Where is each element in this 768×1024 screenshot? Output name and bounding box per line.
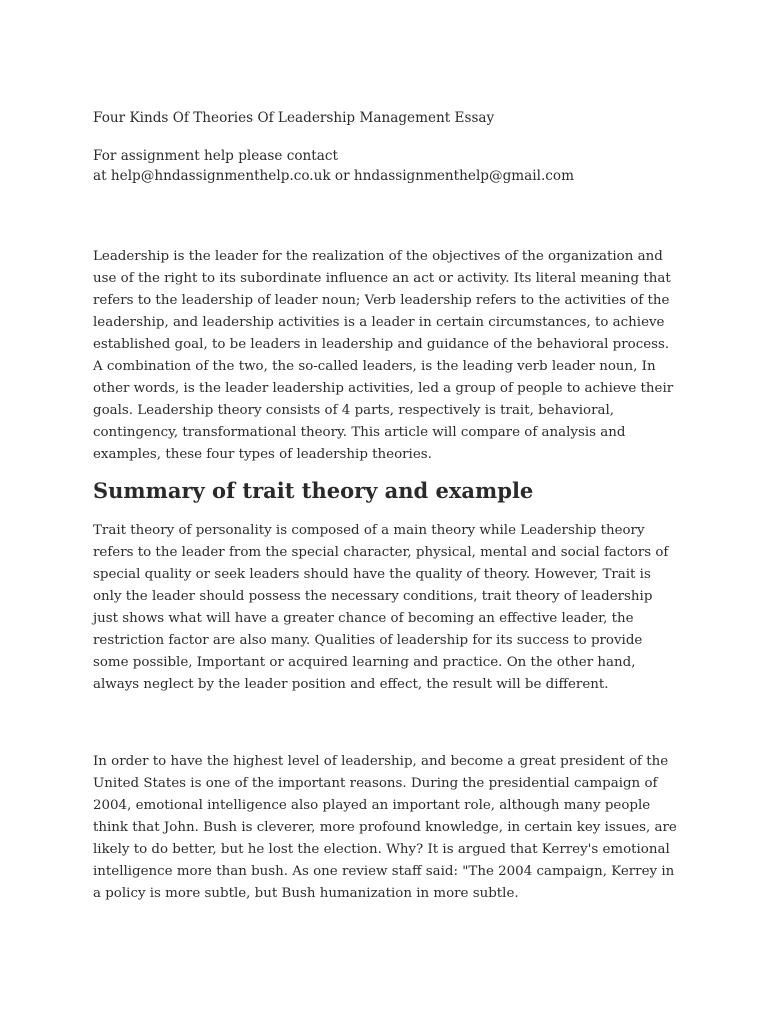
example-paragraph: In order to have the highest level of leadership, and become a great president of the United States is one of the important reasons. During the presidential campaign of 2004, emotional intelligence also played an important role, although many people think that John. Bush is cleverer, more profound knowledge, in certain key issues, are likely to do better, but he lost the election. Why? It is argued that Kerrey's emotional intelligence more than bush. As one review staff said: "The 2004 campaign, Kerrey in a policy is more subtle, but Bush humanization in more subtle. bbox=[93, 754, 677, 901]
contact-line-2: at help@hndassignmenthelp.co.uk or hndassignmenthelp@gmail.com bbox=[93, 168, 574, 184]
trait-theory-paragraph: Trait theory of personality is composed of a main theory while Leadership theory refers to the leader from the special character, physical, mental and social factors of special quality or seek leaders should have the quality of theory. However, Trait is only the leader should possess the necessary conditions, trait theory of leadership just shows what will have a greater chance of becoming an effective leader, the restriction factor are also many. Qualities of leadership for its success to provide some possible, Important or acquired learning and practice. On the other hand, always neglect by the leader position and effect, the result will be different. bbox=[93, 523, 669, 692]
section-heading: Summary of trait theory and example bbox=[93, 478, 534, 503]
document-page bbox=[93, 108, 678, 905]
document-title: Four Kinds Of Theories Of Leadership Management Essay bbox=[93, 110, 495, 126]
contact-line-1: For assignment help please contact bbox=[93, 148, 338, 164]
intro-paragraph: Leadership is the leader for the realization of the objectives of the organization and use of the right to its subordinate influence an act or activity. Its literal meaning that refers to the leadership of leader noun; Verb leadership refers to the activities of the leadership, and leadership activities is a leader in certain circumstances, to achieve established goal, to be leaders in leadership and guidance of the behavioral process. A combination of the two, the so-called leaders, is the leading verb leader noun, In other words, is the leader leadership activities, led a group of people to achieve their goals. Leadership theory consists of 4 parts, respectively is trait, behavioral, contingency, transformational theory. This article will compare of analysis and examples, these four types of leadership theories. bbox=[93, 249, 674, 462]
contact-block bbox=[93, 146, 678, 186]
